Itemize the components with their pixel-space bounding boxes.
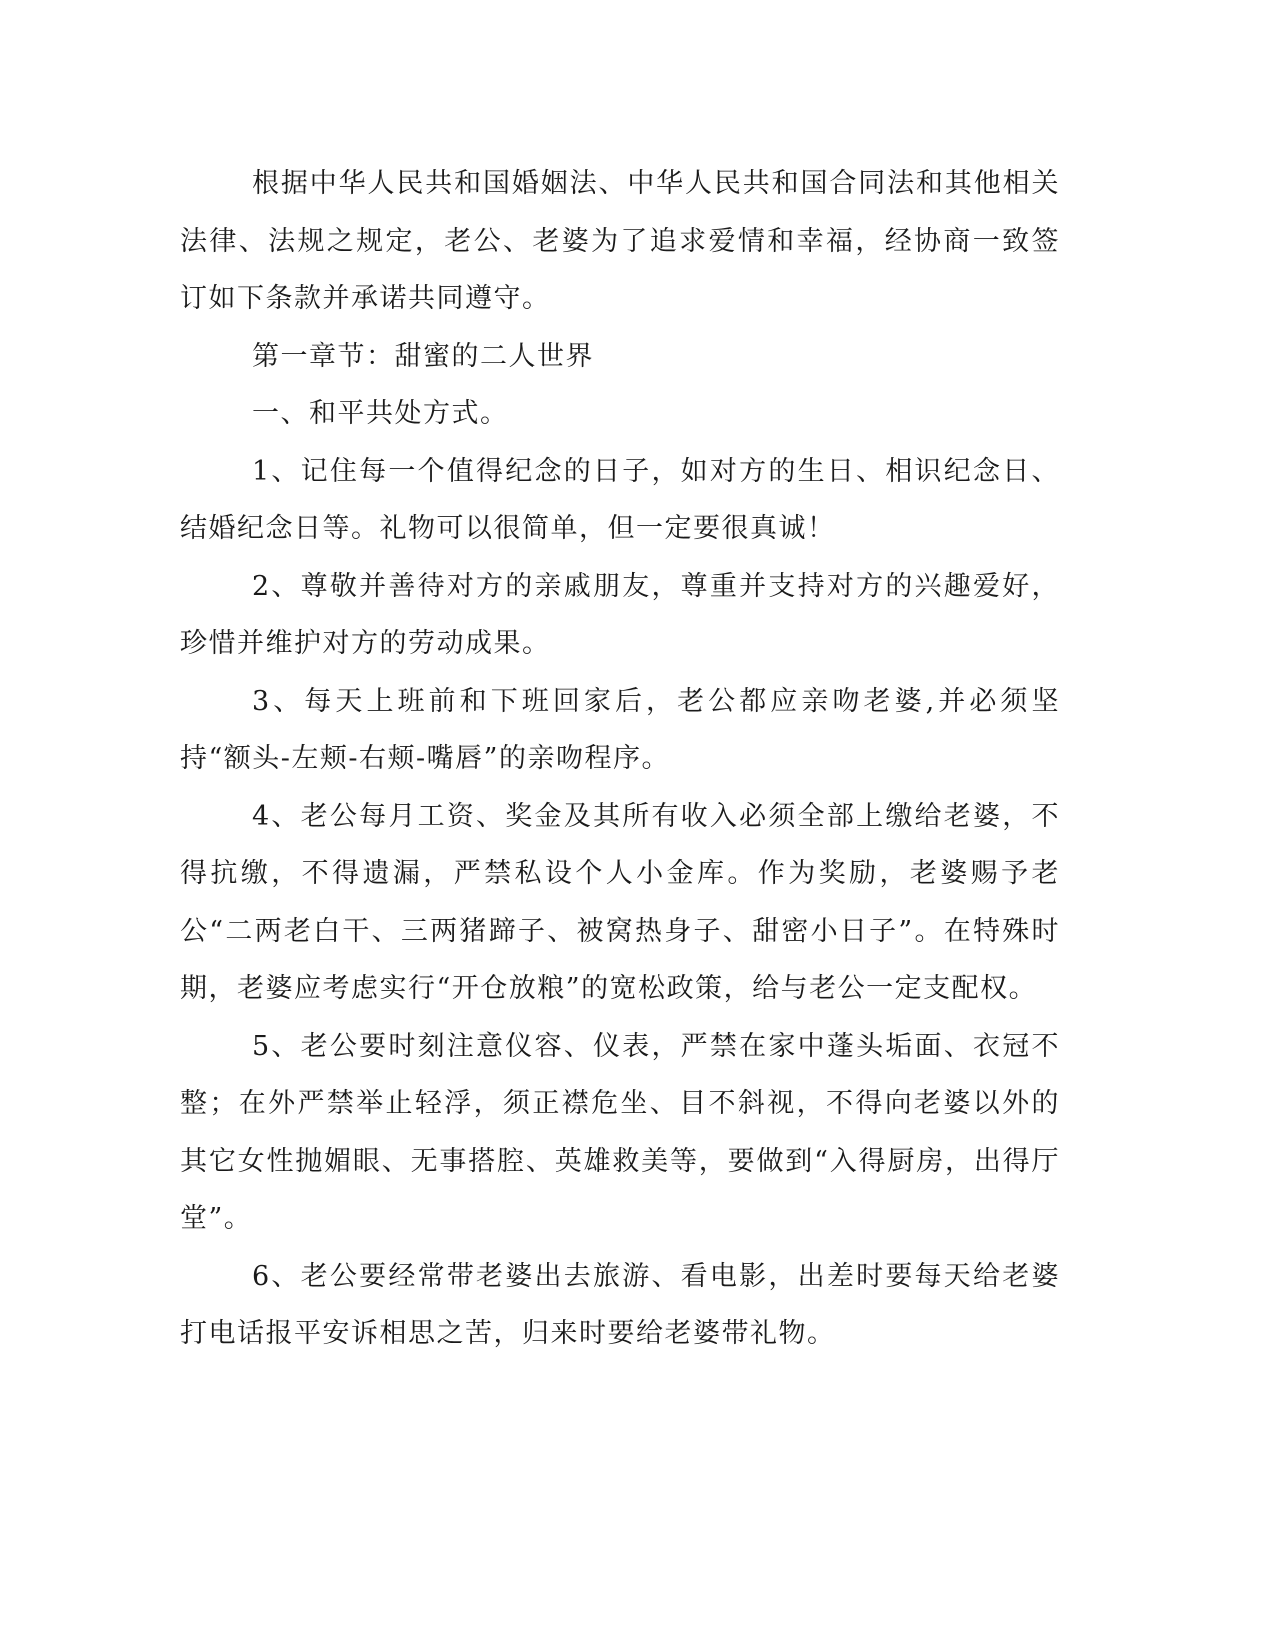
clause-1: 1、记住每一个值得纪念的日子，如对方的生日、相识纪念日、结婚纪念日等。礼物可以很简单，但一定要很真诚！ <box>180 455 1060 544</box>
clause-3: 3、每天上班前和下班回家后，老公都应亲吻老婆,并必须坚持“额头-左颊-右颊-嘴唇”的亲吻程序。 <box>180 685 1060 774</box>
clause-4: 4、老公每月工资、奖金及其所有收入必须全部上缴给老婆，不得抗缴，不得遗漏，严禁私设个人小金库。作为奖励，老婆赐予老公“二两老白干、三两猪蹄子、被窝热身子、甜密小日子”。在特殊时期，老婆应考虑实行“开仓放粮”的宽松政策，给与老公一定支配权。 <box>180 800 1060 1004</box>
section-heading: 一、和平共处方式。 <box>252 398 509 429</box>
chapter-heading: 第一章节：甜蜜的二人世界 <box>252 340 594 372</box>
clause-5: 5、老公要时刻注意仪容、仪表，严禁在家中蓬头垢面、衣冠不整；在外严禁举止轻浮，须正襟危坐、目不斜视，不得向老婆以外的其它女性抛媚眼、无事搭腔、英雄救美等，要做到“入得厨房，出得厅堂”。 <box>180 1030 1060 1234</box>
intro-paragraph: 根据中华人民共和国婚姻法、中华人民共和国合同法和其他相关法律、法规之规定，老公、老婆为了追求爱情和幸福，经协商一致签订如下条款并承诺共同遵守。 <box>180 168 1060 314</box>
clause-2: 2、尊敬并善待对方的亲戚朋友，尊重并支持对方的兴趣爱好，珍惜并维护对方的劳动成果。 <box>180 570 1060 659</box>
clause-6: 6、老公要经常带老婆出去旅游、看电影，出差时要每天给老婆打电话报平安诉相思之苦，归来时要给老婆带礼物。 <box>180 1260 1060 1349</box>
document-body <box>180 155 1060 1363</box>
